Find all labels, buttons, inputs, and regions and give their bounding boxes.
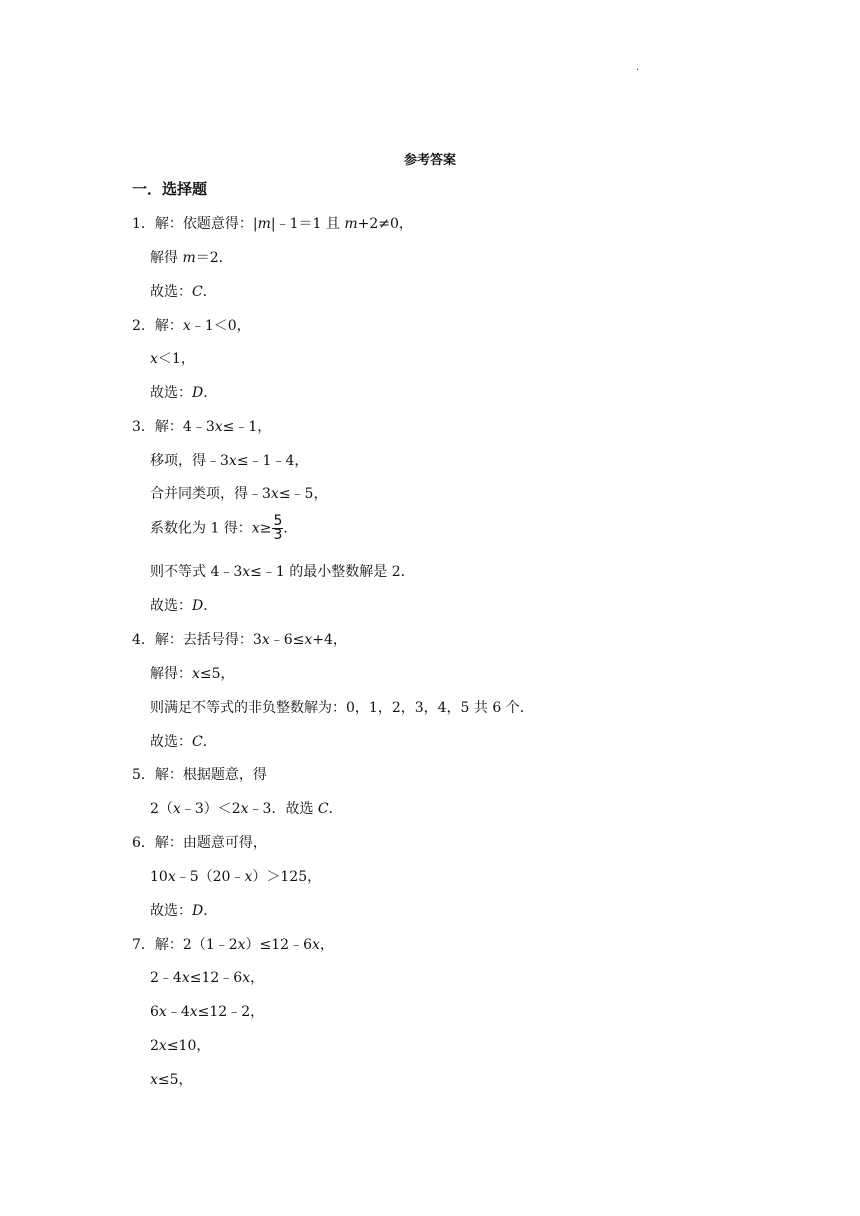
answer-line: 合并同类项，得﹣3x≤﹣5， — [150, 486, 328, 502]
answer-line: 解得：x≤5， — [150, 666, 235, 682]
answer-line: 10x﹣5（20﹣x）＞125， — [150, 869, 322, 885]
header-mark: · — [636, 65, 640, 76]
answer-line: 4．解：去括号得：3x﹣6≤x+4， — [132, 632, 347, 648]
answer-line: 6x﹣4x≤12﹣2， — [150, 1004, 265, 1020]
answer-line: 故选：D． — [150, 385, 218, 401]
answer-line: 解得 m＝2． — [150, 250, 233, 266]
answer-line: 2﹣4x≤12﹣6x， — [150, 970, 265, 986]
answer-line: 故选：D． — [150, 598, 218, 614]
answer-line: 7．解：2（1﹣2x）≤12﹣6x， — [132, 937, 334, 953]
section-heading: 一．选择题 — [132, 180, 208, 198]
answer-line: 2（x﹣3）＜2x﹣3．故选 C． — [150, 801, 343, 817]
answer-line: 则满足不等式的非负整数解为：0，1，2，3，4，5 共 6 个． — [150, 700, 534, 716]
page-title: 参考答案 — [403, 153, 456, 168]
answer-line: 则不等式 4﹣3x≤﹣1 的最小整数解是 2． — [150, 564, 415, 580]
fraction: $\frac{5}{3}$ — [273, 513, 283, 543]
answer-line: 2．解：x﹣1＜0， — [132, 318, 251, 334]
answer-line: 2x≤10， — [150, 1038, 211, 1054]
answer-line: 故选：C． — [150, 284, 217, 300]
answer-line: x＜1， — [150, 351, 195, 367]
answer-line: 故选：C． — [150, 734, 217, 750]
answer-line: x≤5， — [150, 1072, 193, 1088]
answer-line: 系数化为 1 得：x≥ $\frac{5}{3}$ ． — [150, 513, 298, 543]
answer-line: 3．解：4﹣3x≤﹣1， — [132, 419, 272, 435]
answer-line: 5．解：根据题意，得 — [132, 767, 267, 783]
answer-line: 6．解：由题意可得， — [132, 835, 267, 851]
answer-line: 1．解：依题意得：|m|﹣1＝1 且 m+2≠0， — [132, 216, 413, 232]
answer-line: 移项，得﹣3x≤﹣1﹣4， — [150, 453, 309, 469]
answer-line: 故选：D． — [150, 903, 218, 919]
